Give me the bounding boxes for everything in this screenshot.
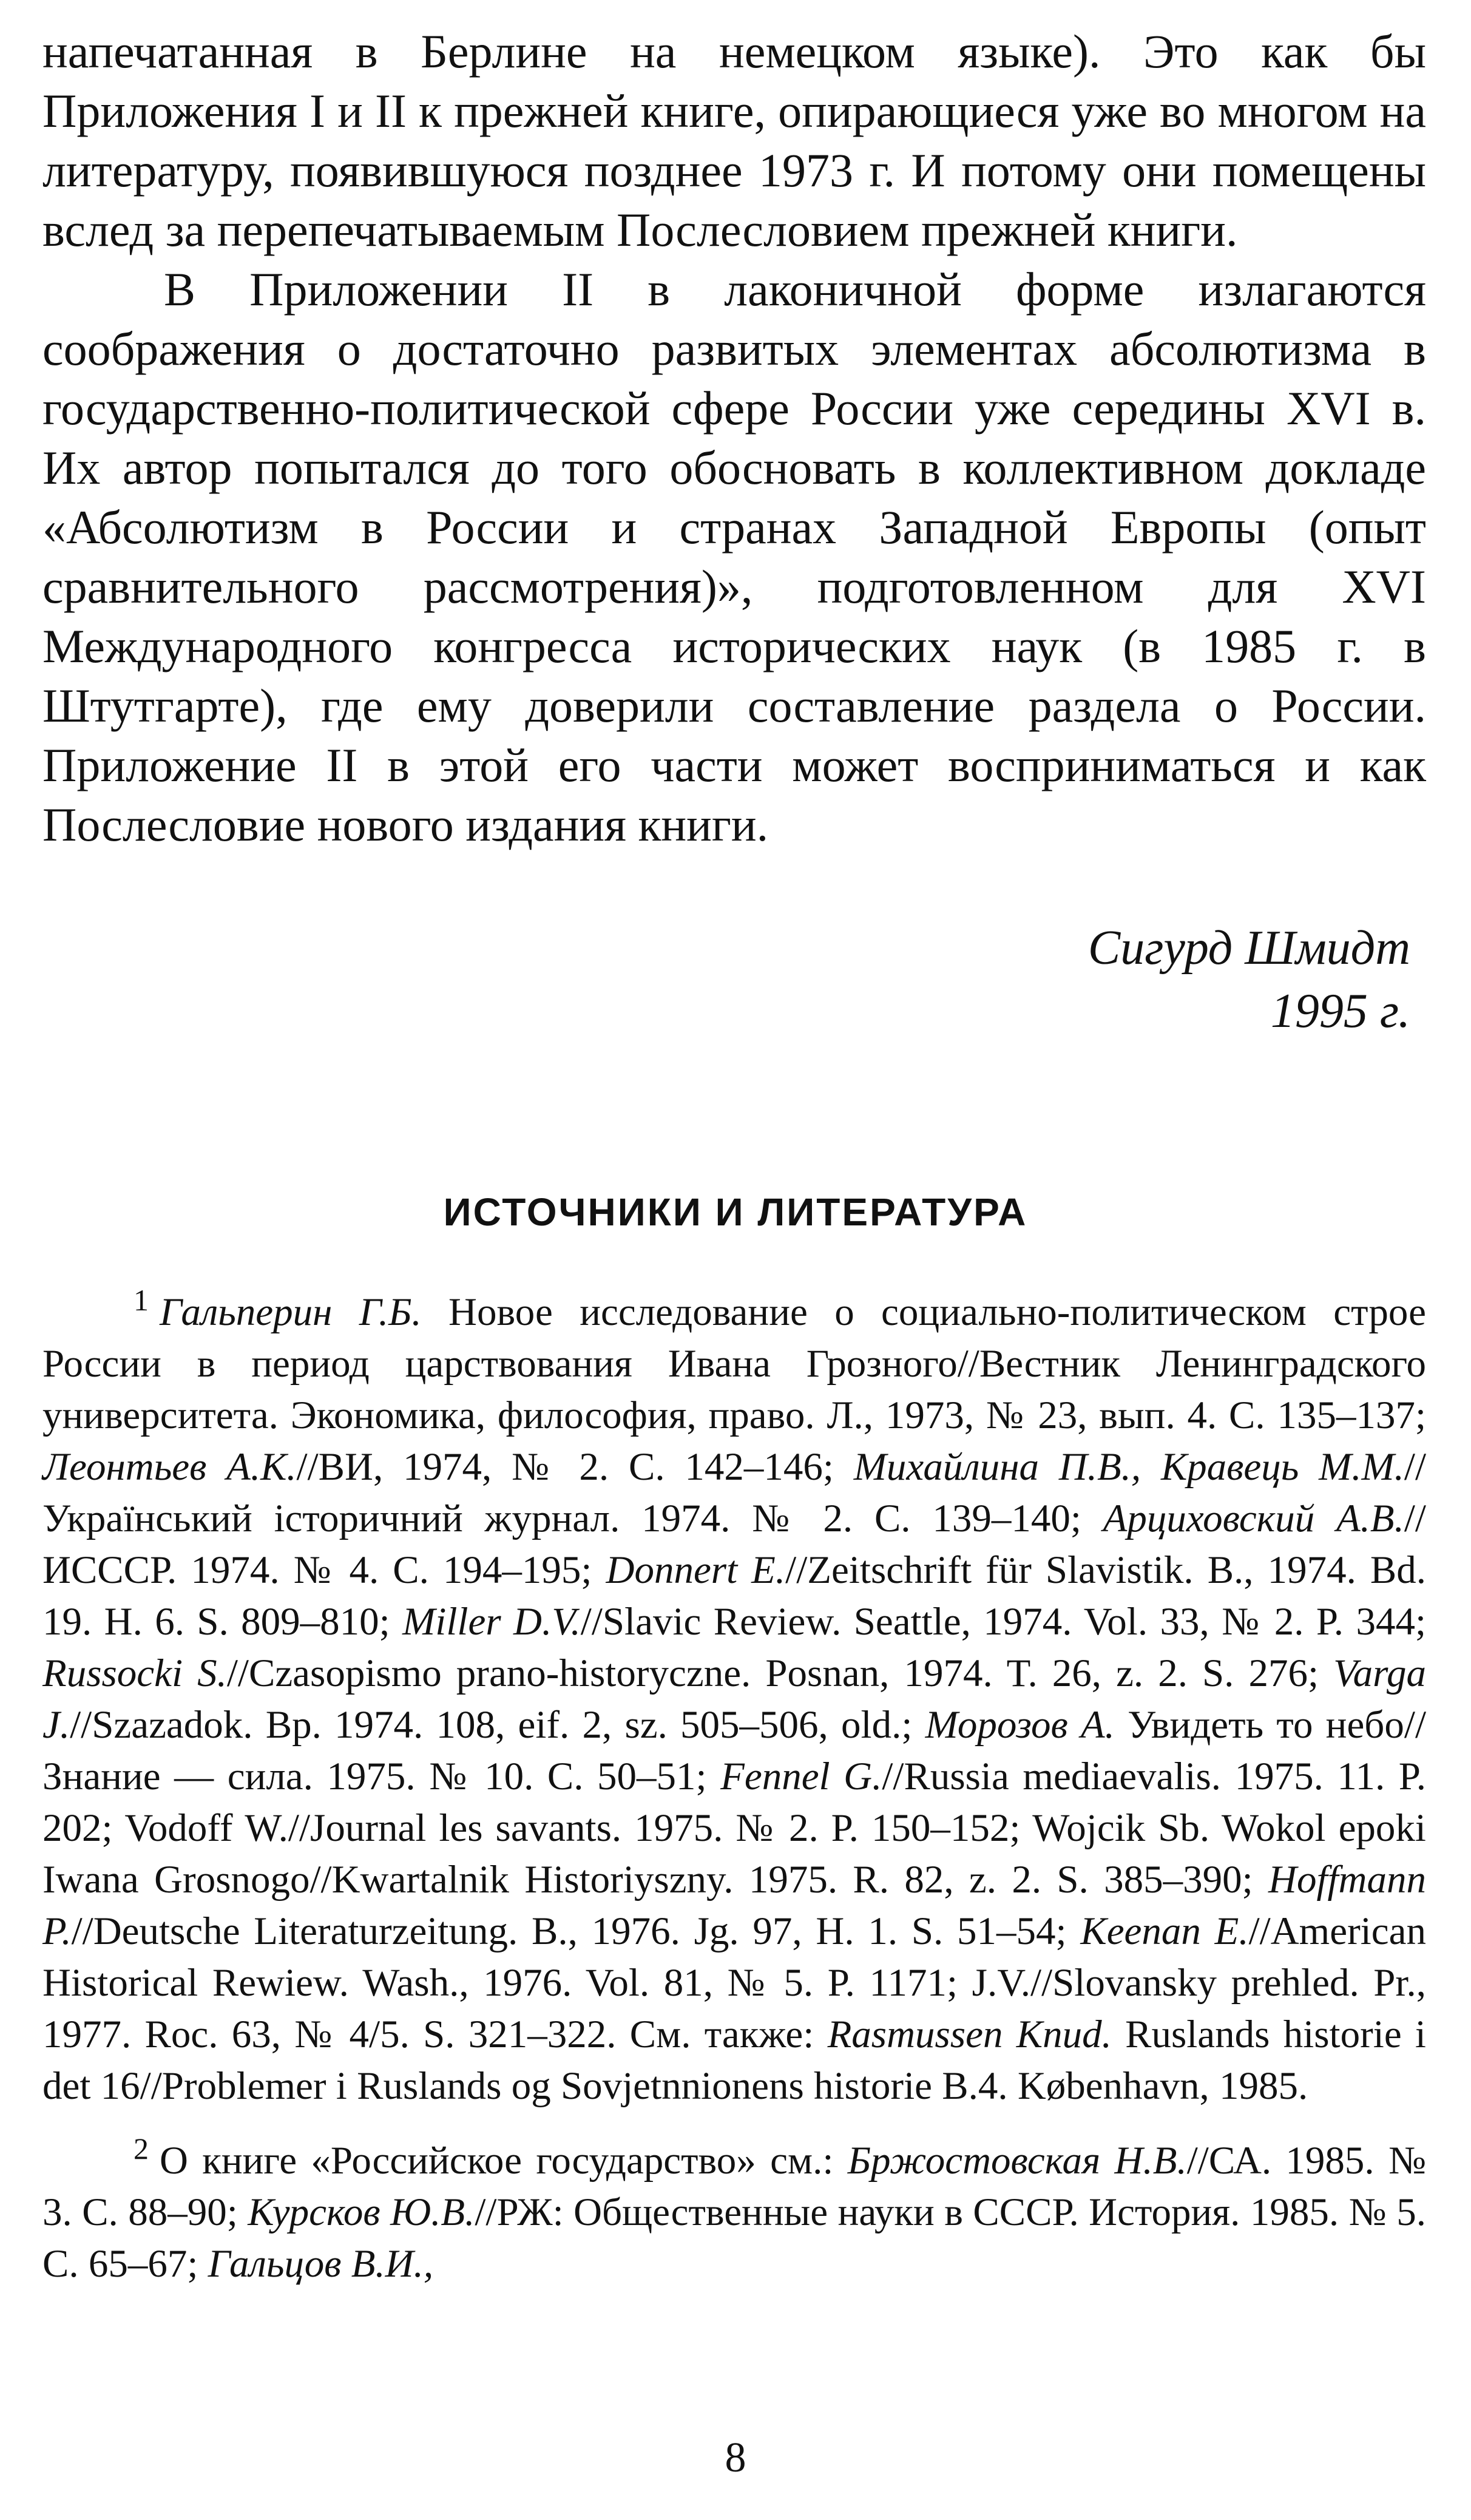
source-note [42, 2123, 1426, 2290]
author-reference: Михайлина П.В., Кравець М.М. [853, 1445, 1404, 1489]
paragraph-continuation: напечатанная в Берлине на немецком языке). Это как бы Приложения I и II к прежней книге, опирающиеся уже во многом на литературу, появившуюся позднее 1973 г. И потому они помещены вслед за перепечатываемым Послесловием прежней книги. [42, 25, 1426, 256]
citation-text: //Russia mediaevalis. 1975. 11. P. 202; Vodoff W.//Journal les savants. 1975. № 2. P. 150–152; Wojcik Sb. Wokol epoki Iwana Grosnogo//Kwartalnik Historiyszny. 1975. R. 82, z. 2. S. 385–390; [42, 1755, 1426, 1902]
author-reference: Keenan E. [1080, 1909, 1249, 1953]
note-number: 1 [134, 1283, 149, 1317]
author-reference: Морозов А. [925, 1703, 1115, 1747]
citation-text: //Zeitschrift für Slavistik. B., 1974. Bd. 19. H. 6. S. 809–810; [42, 1548, 1426, 1644]
citation-text: //Український історичний журнал. 1974. № 2. С. 139–140; [42, 1445, 1427, 1540]
paragraph: В Приложении II в лаконичной форме излагаются соображения о достаточно развитых элементах абсолютизма в государственно-политической сфере России уже середины XVI в. Их автор попытался до того обосновать в коллективном докладе «Абсолютизм в России и странах Западной Европы (опыт сравнительного рассмотрения)», подготовленном для XVI Международного конгресса исторических наук (в 1985 г. в Штутгарте), где ему доверили составление раздела о России. Приложение II в этой его части может восприниматься и как Послесловие нового издания книги. [42, 263, 1426, 851]
section-title: ИСТОЧНИКИ И ЛИТЕРАТУРА [443, 1190, 1028, 1234]
author-reference: Арциховский А.В. [1103, 1497, 1404, 1540]
citation-text: О книге «Российское государство» см.: [160, 2139, 848, 2183]
main-text [42, 22, 1426, 855]
author-reference: Rasmussen Knud. [827, 2013, 1112, 2056]
signature-year: 1995 г. [1270, 984, 1410, 1038]
citation-text: //ИСССР. 1974. № 4. С. 194–195; [42, 1497, 1426, 1592]
author-reference: Russocki S. [42, 1651, 227, 1695]
author-reference: Гальперин Г.Б. [160, 1290, 422, 1334]
author-reference: Курсков Ю.В. [248, 2190, 475, 2234]
author-reference: Леонтьев А.К. [42, 1445, 297, 1489]
signature-block [864, 916, 1410, 1043]
citation-text: //СА. 1985. № 3. С. 88–90; [42, 2139, 1426, 2234]
author-reference: Гальцов В.И., [208, 2242, 434, 2286]
citation-text: Ruslands historie i det 16//Problemer i Ruslands og Sovjetnnionens historie B.4. København, 1985. [42, 2013, 1426, 2108]
citation-text: Новое исследование о социально-политическом строе России в период царствования Ивана Грозного//Вестник Ленинградского университета. Экономика, философия, право. Л., 1973, № 23, вып. 4. С. 135–137; [42, 1290, 1426, 1437]
author-reference: Бржостовская Н.В. [847, 2139, 1187, 2183]
page-number: 8 [725, 2434, 746, 2481]
citation-text: //American Historical Rewiew. Wash., 1976. Vol. 81, № 5. P. 1171; J.V.//Slovansky prehled. Pr., 1977. Roc. 63, № 4/5. S. 321–322. См. также: [42, 1909, 1426, 2056]
notes-list [42, 1275, 1426, 2301]
citation-text: Увидеть то небо//Знание — сила. 1975. № 10. С. 50–51; [42, 1703, 1426, 1798]
author-name: Сигурд Шмидт [1087, 921, 1410, 975]
author-reference: Miller D.V. [402, 1600, 581, 1644]
note-number: 2 [134, 2132, 149, 2166]
citation-text: //Szazadok. Bp. 1974. 108, eif. 2, sz. 505–506, old.; [70, 1703, 925, 1747]
author-reference: Donnert E. [606, 1548, 786, 1592]
citation-text: //РЖ: Общественные науки в СССР. История. 1985. № 5. С. 65–67; [42, 2190, 1426, 2286]
author-reference: Varga J. [42, 1651, 1426, 1747]
citation-text: //Deutsche Literaturzeitung. B., 1976. Jg. 97, H. 1. S. 51–54; [71, 1909, 1081, 1953]
citation-text: //ВИ, 1974, № 2. С. 142–146; [296, 1445, 854, 1489]
citation-text: //Slavic Review. Seattle, 1974. Vol. 33, № 2. P. 344; [580, 1600, 1427, 1644]
author-reference: Hoffmann P. [42, 1858, 1426, 1953]
citation-text: //Czasopismo prano-historyczne. Posnan, 1974. T. 26, z. 2. S. 276; [226, 1651, 1334, 1695]
author-reference: Fennel G. [720, 1755, 882, 1798]
source-note [42, 1275, 1426, 2112]
